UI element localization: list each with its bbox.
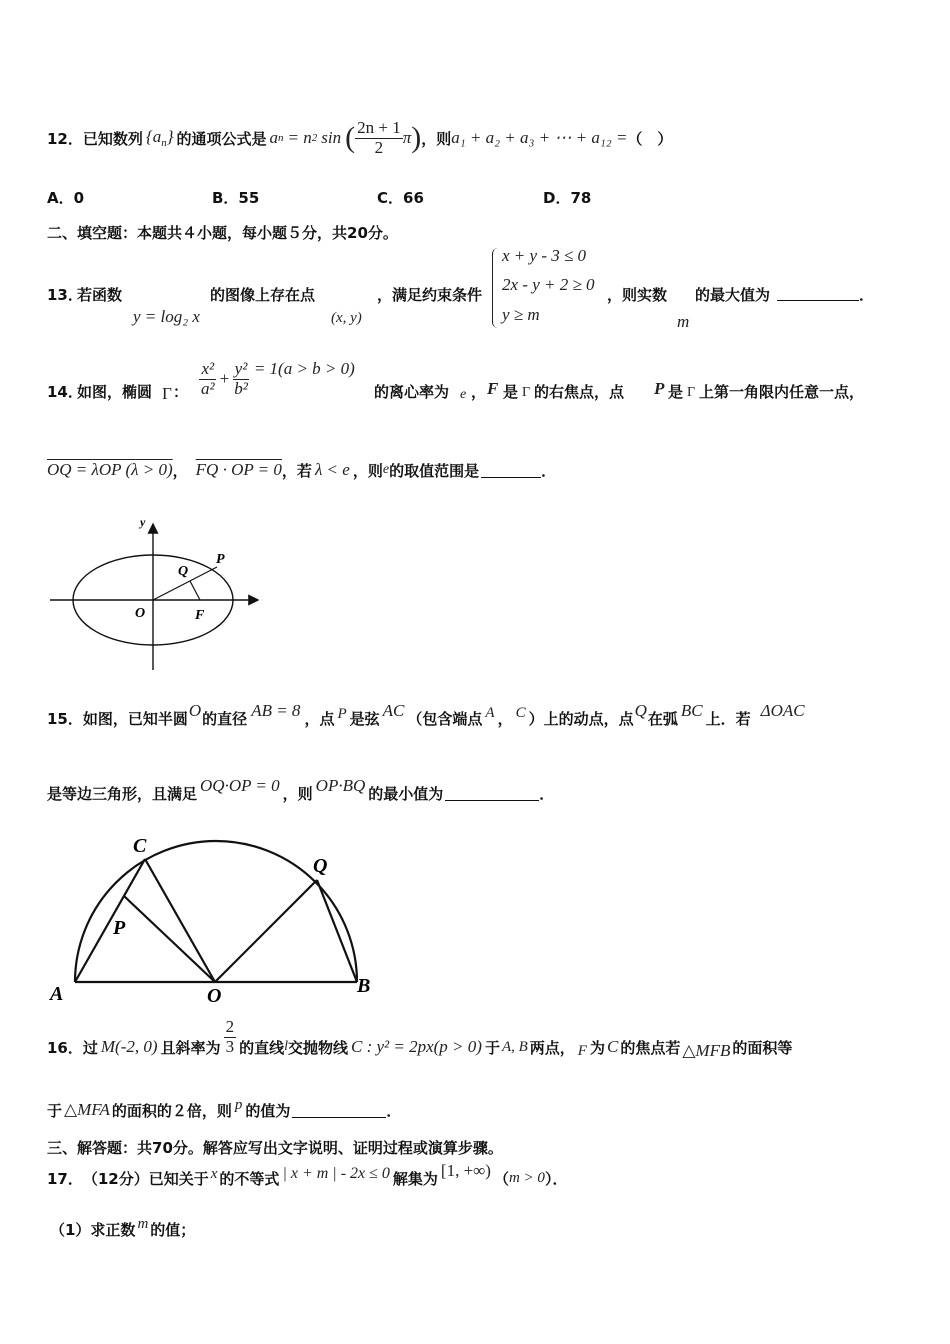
q14-text-2: 的离心率为 [374,383,450,401]
question-16-line-2 [47,1095,401,1125]
q12-sequence: $\{a_n\}$ [145,127,174,149]
q14-text-1: 如图，椭圆 [77,383,153,401]
q15-label-o: O [207,985,222,1003]
q17-number: 17． [47,1169,83,1188]
q12-option-b: B．55 [212,189,260,207]
q14-answer-blank [481,463,541,478]
q16-text-1: 过 [82,1038,98,1057]
q14-label-o: O [135,606,146,621]
q17-text-2: 的不等式 [219,1169,280,1188]
q15-segment-qb [317,880,357,982]
q16-text-4: 交抛物线 [287,1038,348,1057]
q14-l2-if: ，若 [281,461,312,480]
q14-label-p: P [216,552,225,567]
q14-dot-product: FQ · OP = 0 [195,460,282,479]
q16-number: 16． [47,1038,83,1057]
q15-segment-oq [215,880,317,982]
q15-O: O [188,701,202,720]
q15-segment-co [145,859,215,982]
q15-l2-op-bq: OP·BQ [315,776,366,795]
q15-semicircle-figure [45,828,385,1003]
q14-gamma-2: Γ [522,385,531,400]
q13-number: 13． [47,286,83,304]
q15-label-a: A [50,983,64,1003]
q16-line-l: l [284,1039,288,1054]
q15-label-q: Q [313,855,328,877]
question-14-line-2 [47,450,556,490]
q13-constraint-1: x + y - 3 ≤ 0 [502,246,587,265]
q17-part1-text-2: 的值； [150,1220,196,1239]
q14-l2-range: 的取值范围是 [389,461,480,480]
q15-label-p: P [113,917,126,939]
q12-paren: （ ） [627,129,673,148]
q15-P: P [337,705,347,722]
q15-diameter: AB = 8 [251,701,301,720]
q15-segment-po [124,896,215,982]
q14-text-6: 是 [668,383,684,401]
q14-e-2: e [382,462,390,477]
q17-text-4: （ [493,1169,509,1188]
question-12 [47,118,672,158]
q13-answer-blank [777,286,859,301]
q15-text-7: 在弧 [647,709,678,728]
q15-l2-text-1: 是等边三角形，且满足 [47,784,198,803]
q12-option-c: C．66 [377,189,424,207]
q15-C: C [515,704,526,721]
question-17 [47,1160,567,1196]
q12-formula: a n = n 2 sin ( $\frac{2n + 1}{2}$ π ) [269,117,422,157]
section-3-heading: 三、解答题：共70分。解答应写出文字说明、证明过程或演算步骤。 [47,1139,503,1157]
question-17-part-1 [50,1214,195,1244]
q14-l2-sep: ， [172,461,188,480]
q15-text-2: 的直径 [202,709,248,728]
q15-text-3: ，点 [304,709,335,728]
q15-number: 15． [47,709,83,728]
q14-label-f: F [195,608,205,623]
q15-l2-text-3: 的最小值为 [368,784,444,803]
q15-l2-dot: OQ·OP = 0 [200,776,280,795]
section-2-heading: 二、填空题：本题共４小题，每小题５分，共20分。 [47,224,398,242]
q13-text-2: 的图像上存在点 [210,286,316,304]
q14-F: F [487,379,499,398]
question-16 [47,1012,792,1082]
q16-F: F [577,1042,587,1059]
q16-l2-text-2: 的面积的２倍，则 [111,1101,232,1120]
q15-chord-ac-line [75,859,145,982]
q12-sum: a₁ + a₂ + a₃ + ⋯ + a₁₂ = [451,128,628,147]
question-15-line-2 [47,775,554,811]
q15-chord-ac: AC [382,701,405,720]
q16-l2-text-1: 于 [47,1101,63,1120]
q14-text-7: 上第一角限内任意一点， [699,383,865,401]
q15-text-4: 是弦 [349,709,380,728]
q17-solution-set: [1, +∞) [440,1161,491,1180]
q14-text-3: ， [471,383,487,401]
q15-text-1: 如图，已知半圆 [82,709,188,728]
q13-function: y = log₂ x [133,307,200,326]
q14-segment-fq [190,581,200,600]
q14-gamma-3: Γ [687,385,696,400]
q14-label-y: y [140,515,146,529]
q15-comma: ， [497,709,513,728]
q12-text-2: 的通项公式是 [176,129,267,148]
q16-ab: A, B [501,1038,528,1055]
q17-text-5: ）． [544,1169,568,1188]
q17-part1-m: m [137,1215,149,1232]
q13-text-3: ，满足约束条件 [377,286,483,304]
q16-text-3: 的直线 [239,1038,285,1057]
q13-constraint-3: y ≥ m [502,305,540,324]
q14-vector-oq: OQ = λOP (λ > 0) [47,460,173,479]
q13-text-1: 若函数 [77,286,123,304]
q16-parabola: C : y² = 2px(p > 0) [350,1037,482,1056]
q16-p: p [234,1096,243,1113]
q14-colon: ： [173,383,189,401]
q13-constraint-2: 2x - y + 2 ≥ 0 [502,275,595,294]
q15-text-6: ）上的动点，点 [528,709,634,728]
q15-l2-end: ． [539,784,555,803]
q16-triangle-mfa: △MFA [64,1100,110,1119]
q14-lambda-lt-e: λ < e [314,460,350,479]
q16-slope: $\frac{2}{3}$ [225,1016,235,1056]
q13-constraint-brace [492,248,499,328]
q14-text-4: 是 [503,383,519,401]
q14-gamma: Γ [162,384,172,403]
q13-text-5: 的最大值为 [695,286,771,304]
q12-number: 12． [47,129,83,148]
q15-triangle: ΔOAC [760,701,805,720]
q15-text-8: 上．若 [705,709,751,728]
q16-text-8: 的焦点若 [620,1038,681,1057]
q14-ellipse-equation: $\frac{\text{x²}}{\text{a²}}$ + $\frac{\text{y²}}{\text{b²}}$ = 1(a > b > 0) [201,358,355,398]
question-13 [47,246,897,336]
q16-text-9: 的面积等 [732,1038,793,1057]
q14-ellipse-figure [50,510,270,675]
q17-text-1: （12分）已知关于 [82,1169,209,1188]
q15-text-5: （包含端点 [407,709,483,728]
q16-text-6: 两点， [529,1038,575,1057]
q14-P: P [654,379,665,398]
q13-end: ． [859,286,875,304]
q17-x: x [210,1165,218,1182]
q14-label-q: Q [178,564,189,579]
q13-var-m: m [677,312,690,331]
q12-text-3: ，则 [421,129,452,148]
q17-text-3: 解集为 [392,1169,438,1188]
question-15 [47,700,805,736]
q16-text-7: 为 [589,1038,605,1057]
q12-option-d: D．78 [543,189,592,207]
q16-l2-text-3: 的值为 [245,1101,291,1120]
q16-point-m: M(-2, 0) [100,1037,158,1056]
q15-arc-bc: BC [680,701,703,720]
q16-text-2: 且斜率为 [160,1038,221,1057]
q13-point: (x, y) [331,310,362,326]
q15-l2-text-2: ，则 [282,784,313,803]
q15-Q: Q [634,701,647,720]
q16-text-5: 于 [484,1038,500,1057]
q13-text-4: ，则实数 [607,286,668,304]
q14-l2-end: ． [541,461,557,480]
q14-l2-then: ，则 [352,461,383,480]
q15-label-b: B [357,975,371,997]
q14-e: e [460,387,467,402]
q14-number: 14． [47,383,83,401]
q16-C: C [606,1037,619,1056]
q15-A: A [485,704,495,721]
question-14 [47,352,897,406]
q17-part1-text-1: （1）求正数 [50,1220,136,1239]
q14-text-5: 的右焦点，点 [534,383,625,401]
q16-answer-blank [292,1103,386,1118]
q17-condition: m > 0 [508,1169,545,1186]
q16-l2-end: ． [386,1101,402,1120]
q17-inequality: | x + m | - 2x ≤ 0 [282,1165,390,1182]
q16-triangle-mfb: △MFB [682,1041,731,1060]
q15-answer-blank [445,786,539,801]
q12-option-a: A．0 [47,189,85,207]
q12-text-1: 已知数列 [82,129,143,148]
q15-label-c: C [133,835,147,857]
